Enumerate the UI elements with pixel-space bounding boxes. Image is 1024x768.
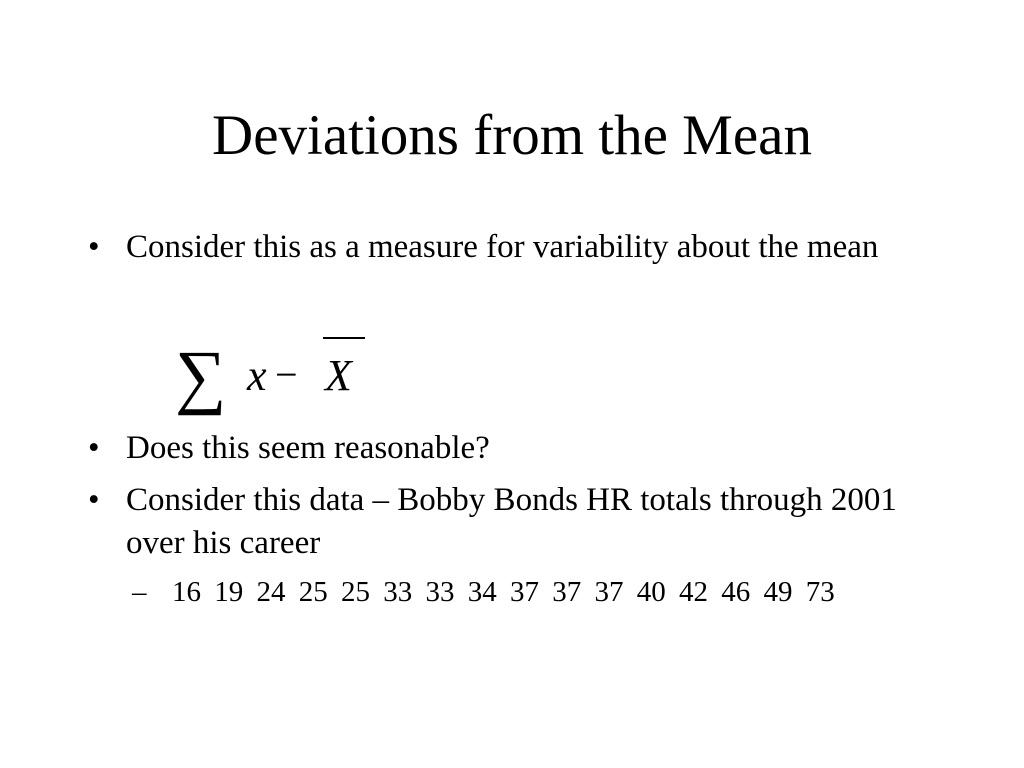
bullet-marker: • <box>88 229 100 265</box>
bullet-marker: • <box>88 482 100 518</box>
bullet-text: Consider this as a measure for variability about the mean <box>126 229 879 265</box>
formula-lhs: x <box>247 351 267 400</box>
sub-bullet-marker: – <box>132 576 147 608</box>
summation-formula <box>175 330 375 420</box>
bullet-text: Does this seem reasonable? <box>126 430 490 466</box>
sub-bullet-text: 16 19 24 25 25 33 33 34 37 37 37 40 42 46 49 73 <box>172 576 835 608</box>
formula-operator: − <box>275 352 298 397</box>
bullet-marker: • <box>88 430 100 466</box>
sum-symbol: ∑ <box>175 336 227 416</box>
bullet-text: Consider this data – Bobby Bonds HR totals through 2001 over his career <box>126 482 897 561</box>
slide-title: Deviations from the Mean <box>212 104 812 167</box>
formula-rhs: X <box>325 351 352 400</box>
